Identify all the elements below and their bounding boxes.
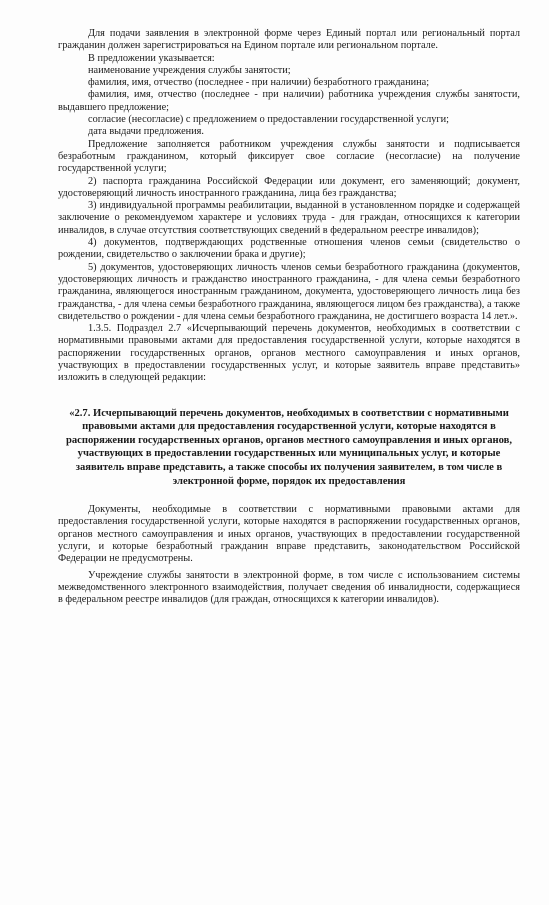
paragraph-item-2-passport: 2) паспорта гражданина Российской Федерации или документ, его заменяющий; документ, удостоверяющий личность иностранного гражданина, лица без гражданства;	[58, 175, 520, 199]
paragraph-proposal-filling: Предложение заполняется работником учреждения службы занятости и подписывается безработным гражданином, который фиксирует свое согласие (несогласие) на получение государственной услуги;	[58, 138, 520, 175]
paragraph-section-1-3-5: 1.3.5. Подраздел 2.7 «Исчерпывающий перечень документов, необходимых в соответствии с нормативными правовыми актами для предоставления государственной услуги, которые находятся в распоряжении государственных органов, органов местного самоуправления и иных органов, участвующих в предоставлении государственных услуг, и которые заявитель вправе представить» изложить в следующей редакции:	[58, 323, 520, 384]
paragraph-item-4-family-documents: 4) документов, подтверждающих родственные отношения членов семьи (свидетельство о рождении, свидетельство о заключении брака и другие);	[58, 237, 520, 261]
document-body	[58, 28, 520, 607]
paragraph-proposal-intro: В предложении указывается:	[88, 52, 215, 64]
paragraph-institution-name: наименование учреждения службы занятости;	[88, 64, 291, 76]
paragraph-item-5-family-identity: 5) документов, удостоверяющих личность членов семьи безработного гражданина (документов, удостоверяющих личность и гражданство иностранного гражданина, - для члена семьи безработного гражданина, являющегося иностранным гражданином, документа, удостоверяющего личность лица без гражданства, - для члена семьи безработного гражданина, являющегося лицом без гражданства), а также свидетельство о рождении - для члена семьи безработного гражданина, не достигшего возраста 14 лет.».	[58, 261, 520, 322]
paragraph-issue-date: дата выдачи предложения.	[88, 126, 204, 138]
paragraph-employee-name: фамилия, имя, отчество (последнее - при наличии) работника учреждения службы занятости, выдавшего предложение;	[58, 89, 520, 113]
paragraph-portal-registration: Для подачи заявления в электронной форме через Единый портал или региональный портал гражданин должен зарегистрироваться на Едином портале или региональном портале.	[58, 28, 520, 52]
section-heading-2-7: «2.7. Исчерпывающий перечень документов, необходимых в соответствии с нормативными правовыми актами для предоставления государственной услуги, которые находятся в распоряжении государственных органов, органов местного самоуправления и иных органов, участвующих в предоставлении государственных или муниципальных услуг, и которые заявитель вправе представить, а также способы их получения заявителем, в том числе в электронной форме, порядок их предоставления	[65, 407, 513, 487]
paragraph-electronic-interaction: Учреждение службы занятости в электронной форме, в том числе с использованием системы межведомственного электронного взаимодействия, получает сведения об инвалидности, содержащиеся в федеральном реестре инвалидов (для граждан, относящихся к категории инвалидов).	[58, 569, 520, 606]
paragraph-consent: согласие (несогласие) с предложением о предоставлении государственной услуги;	[88, 114, 449, 126]
paragraph-citizen-name: фамилия, имя, отчество (последнее - при наличии) безработного гражданина;	[88, 77, 430, 89]
paragraph-item-3-rehabilitation: 3) индивидуальной программы реабилитации, выданной в установленном порядке и содержащей заключение о рекомендуемом характере и условиях труда - для граждан, относящихся к категории инвалидов, в случае отсутствия соответствующих сведений в федеральном реестре инвалидов);	[58, 200, 520, 236]
paragraph-documents-not-provided: Документы, необходимые в соответствии с нормативными правовыми актами для предоставления государственной услуги, которые находятся в распоряжении государственных органов, органов местного самоуправления и иных органов, участвующих в предоставлении государственной услуги, и которые безработный гражданин вправе представить, законодательством Российской Федерации не предусмотрены.	[58, 504, 520, 565]
